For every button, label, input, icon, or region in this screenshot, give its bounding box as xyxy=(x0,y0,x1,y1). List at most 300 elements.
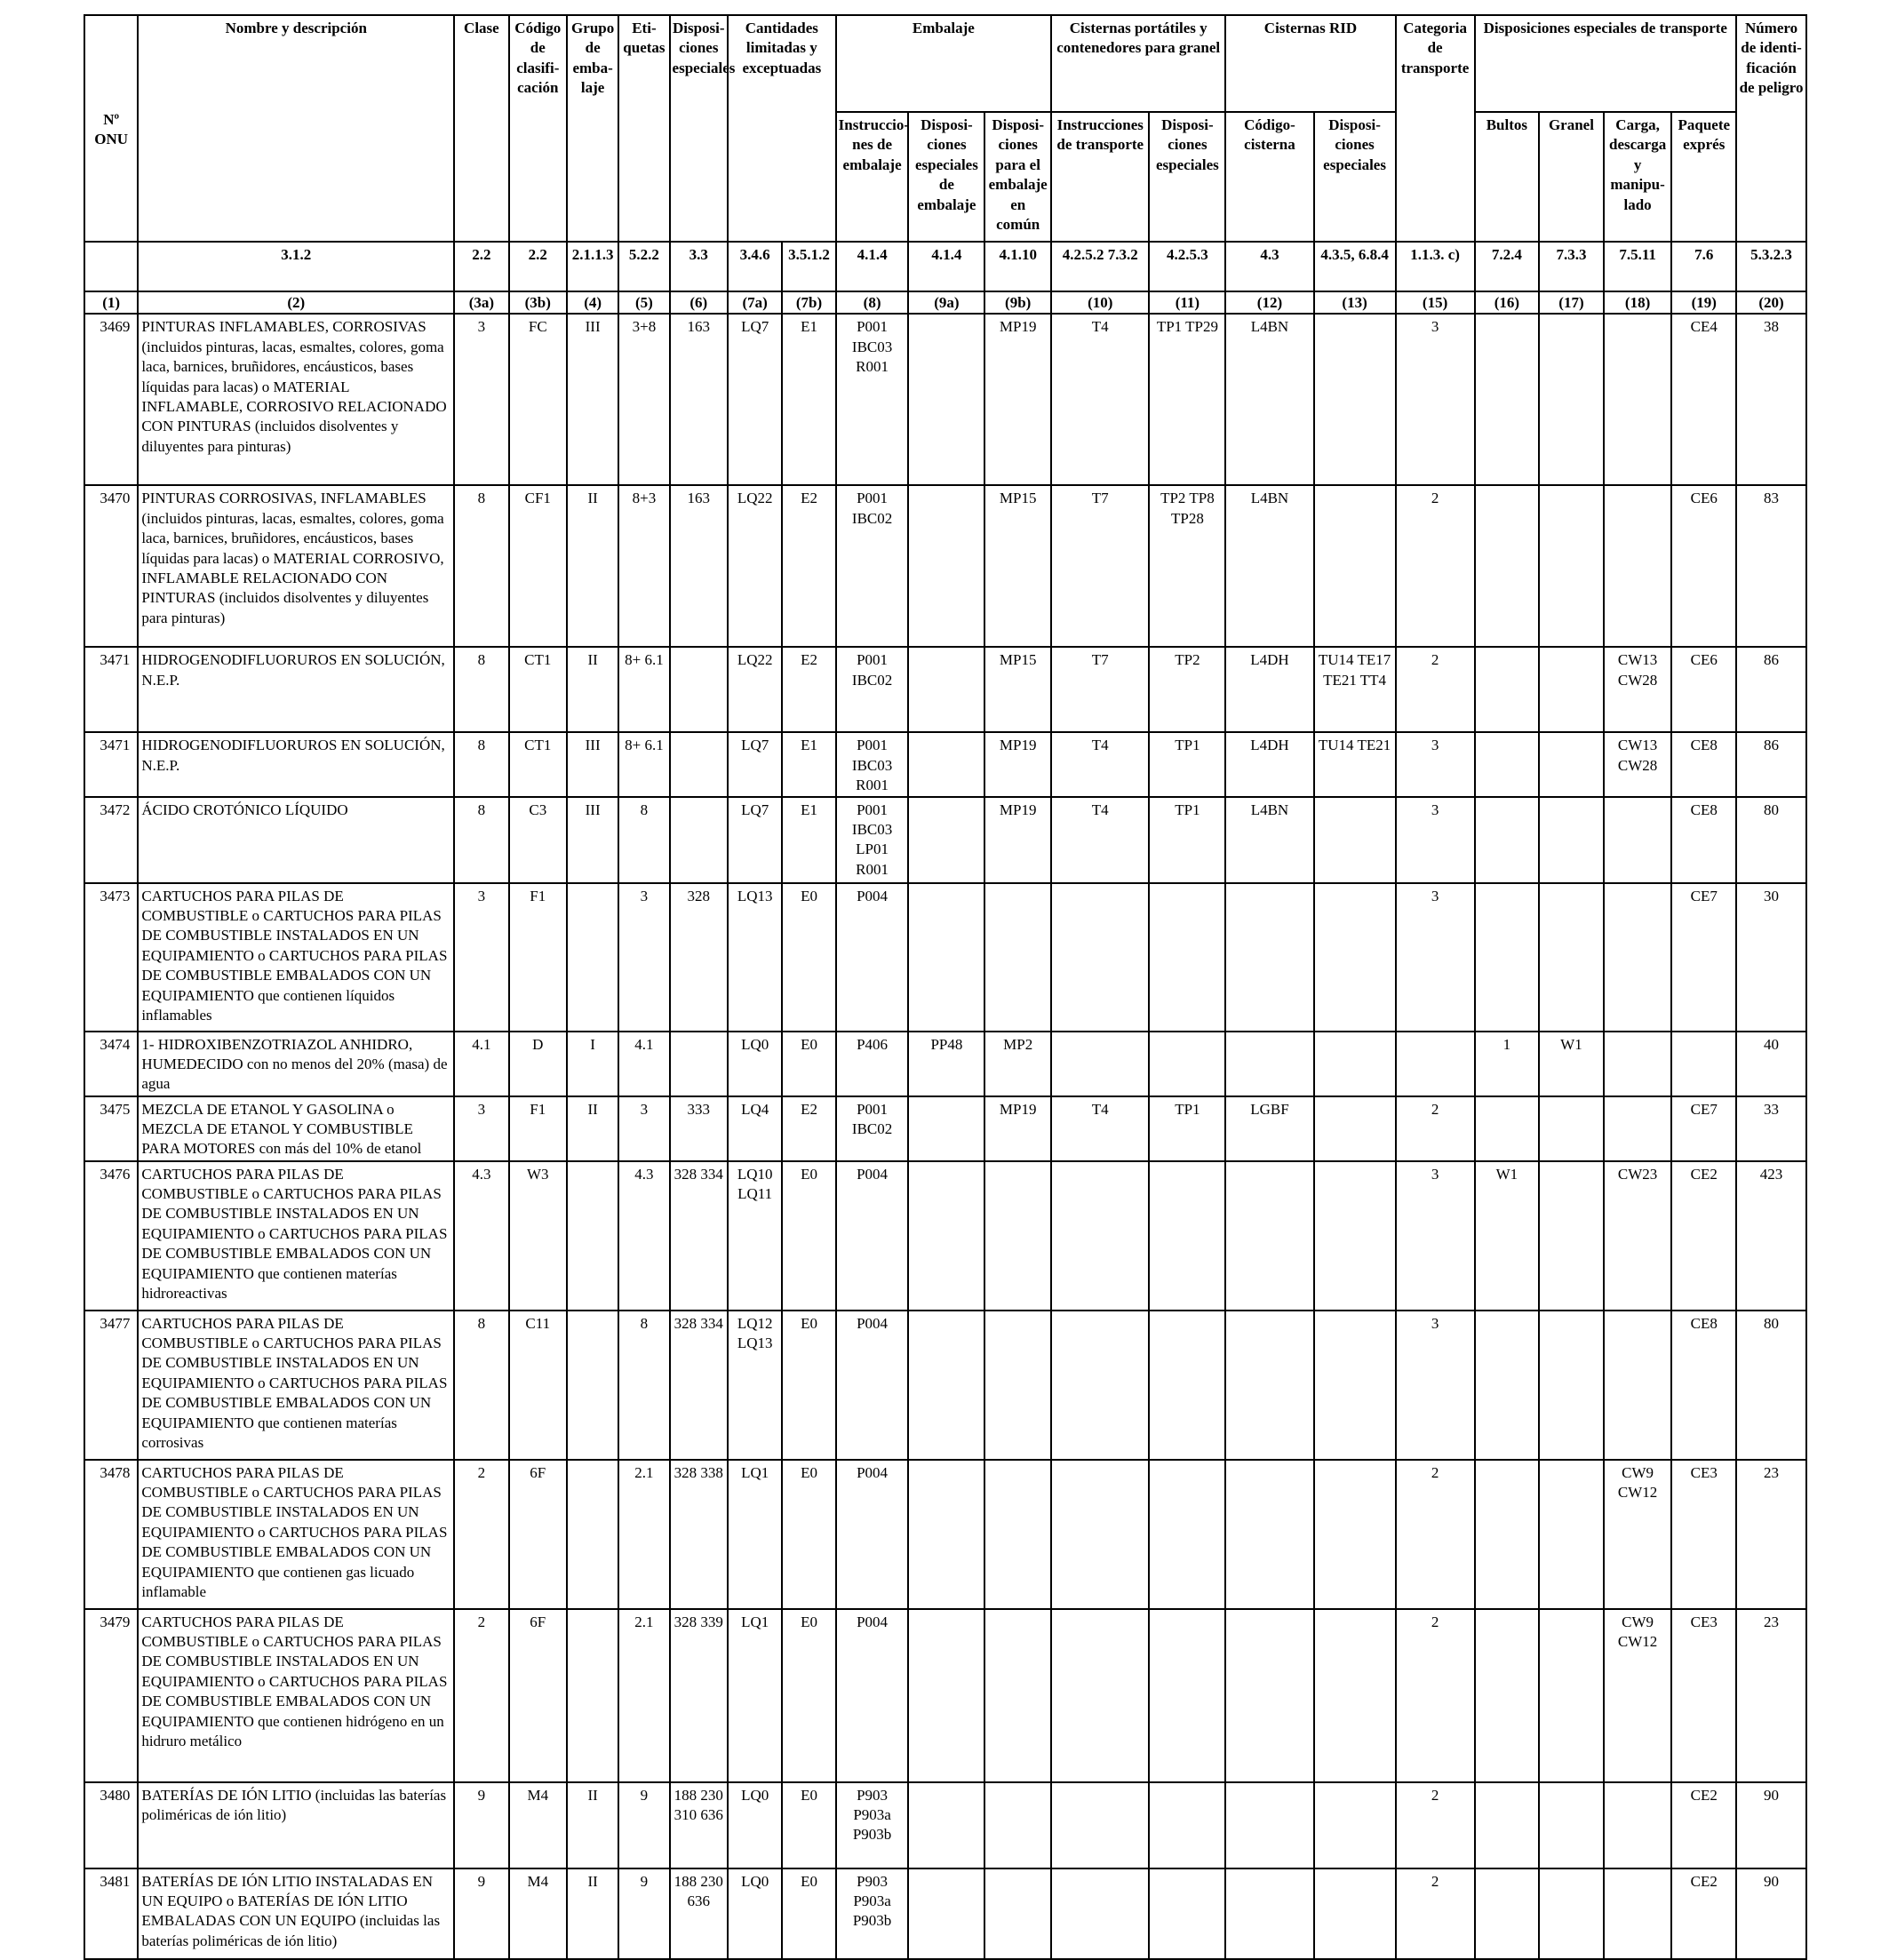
ref-cell: 3.5.1.2 xyxy=(782,242,835,291)
rid-tank-provisions xyxy=(1314,1868,1396,1959)
table-row xyxy=(84,485,1806,647)
bulk-provisions xyxy=(1539,797,1604,883)
packing-instructions: P001 IBC02 xyxy=(836,485,909,647)
express-parcel: CE8 xyxy=(1671,797,1736,883)
header-row-groups xyxy=(84,15,1806,112)
onu-number: 3473 xyxy=(84,883,138,1032)
packing-group: I xyxy=(567,1032,618,1096)
portable-tank-instructions xyxy=(1051,883,1149,1032)
class-cell: 2 xyxy=(454,1460,508,1609)
ref-cell: 3.1.2 xyxy=(138,242,454,291)
tank-code xyxy=(1225,1161,1313,1311)
special-provisions: 328 334 xyxy=(670,1311,728,1460)
bulk-provisions xyxy=(1539,1782,1604,1868)
transport-category: 3 xyxy=(1396,1311,1475,1460)
tank-code xyxy=(1225,1460,1313,1609)
limited-quantity: LQ7 xyxy=(728,732,782,796)
rid-tank-provisions xyxy=(1314,1096,1396,1161)
onu-number: 3477 xyxy=(84,1311,138,1460)
substance-name: PINTURAS CORROSIVAS, INFLAMABLES (incluidos pinturas, lacas, esmaltes, colores, goma laca, barnices, bruñidores, encáusticos, bases líquidas para lacas) o MATERIAL CORROSIVO, INFLAMABLE RELACIONADO CON PINTURAS (incluidos disolventes y diluyentes para pinturas) xyxy=(138,485,454,647)
packing-special-provisions xyxy=(908,647,984,732)
ref-cell: 2.2 xyxy=(454,242,508,291)
express-parcel: CE3 xyxy=(1671,1609,1736,1782)
ref-cell: 3.4.6 xyxy=(728,242,782,291)
packing-instructions: P004 xyxy=(836,1161,909,1311)
column-number: (9a) xyxy=(908,291,984,314)
limited-quantity: LQ12 LQ13 xyxy=(728,1311,782,1460)
table-row xyxy=(84,732,1806,796)
packing-group xyxy=(567,1161,618,1311)
table-row xyxy=(84,883,1806,1032)
column-number: (16) xyxy=(1475,291,1540,314)
packing-special-provisions xyxy=(908,797,984,883)
packing-instructions: P001 IBC02 xyxy=(836,647,909,732)
limited-quantity: LQ22 xyxy=(728,485,782,647)
tank-code: L4BN xyxy=(1225,797,1313,883)
packing-special-provisions xyxy=(908,883,984,1032)
transport-category: 2 xyxy=(1396,1460,1475,1609)
hazard-number: 90 xyxy=(1736,1782,1806,1868)
ref-cell: 2.2 xyxy=(509,242,567,291)
express-parcel xyxy=(1671,1032,1736,1096)
excepted-quantity: E0 xyxy=(782,1460,835,1609)
loading-provisions xyxy=(1604,797,1672,883)
loading-provisions: CW23 xyxy=(1604,1161,1672,1311)
portable-tank-instructions: T7 xyxy=(1051,647,1149,732)
packages-provisions xyxy=(1475,797,1540,883)
loading-provisions xyxy=(1604,485,1672,647)
excepted-quantity: E0 xyxy=(782,1161,835,1311)
packages-provisions xyxy=(1475,1460,1540,1609)
mixed-packing-provisions: MP2 xyxy=(984,1032,1051,1096)
hazard-number: 83 xyxy=(1736,485,1806,647)
excepted-quantity: E1 xyxy=(782,314,835,485)
packages-provisions xyxy=(1475,1096,1540,1161)
portable-tank-instructions: T4 xyxy=(1051,314,1149,485)
table-row xyxy=(84,314,1806,485)
class-cell: 4.3 xyxy=(454,1161,508,1311)
bulk-provisions xyxy=(1539,1460,1604,1609)
portable-tank-instructions: T4 xyxy=(1051,732,1149,796)
portable-tank-provisions xyxy=(1149,1032,1225,1096)
packages-provisions xyxy=(1475,485,1540,647)
express-parcel: CE2 xyxy=(1671,1782,1736,1868)
limited-quantity: LQ0 xyxy=(728,1868,782,1959)
transport-category: 3 xyxy=(1396,797,1475,883)
packing-instructions: P001 IBC03 R001 xyxy=(836,732,909,796)
packing-group: III xyxy=(567,797,618,883)
header-cantidades: Cantidades limitadas y exceptuadas xyxy=(728,15,836,242)
table-row xyxy=(84,1460,1806,1609)
substance-name: PINTURAS INFLAMABLES, CORROSIVAS (incluidos pinturas, lacas, esmaltes, colores, goma laca, barnices, bruñidores, encáusticos, bases líquidas para lacas) o MATERIAL INFLAMABLE, CORROSIVO RELACIONADO CON PINTURAS (incluidos disolventes y diluyentes para pinturas) xyxy=(138,314,454,485)
header-numero-peligro: Número de identi- ficación de peligro xyxy=(1736,15,1806,242)
packing-special-provisions xyxy=(908,1311,984,1460)
transport-category: 2 xyxy=(1396,1868,1475,1959)
tank-code xyxy=(1225,1032,1313,1096)
substance-name: ÁCIDO CROTÓNICO LÍQUIDO xyxy=(138,797,454,883)
header-codigo-clasificacion: Código de clasifi- cación xyxy=(509,15,567,242)
packing-group xyxy=(567,1609,618,1782)
header-clase: Clase xyxy=(454,15,508,242)
packing-instructions: P001 IBC03 R001 xyxy=(836,314,909,485)
portable-tank-provisions xyxy=(1149,1782,1225,1868)
special-provisions: 188 230 310 636 xyxy=(670,1782,728,1868)
class-cell: 3 xyxy=(454,314,508,485)
table-row xyxy=(84,1609,1806,1782)
classification-code: CT1 xyxy=(509,732,567,796)
special-provisions: 163 xyxy=(670,314,728,485)
hazard-number: 23 xyxy=(1736,1460,1806,1609)
loading-provisions: CW9 CW12 xyxy=(1604,1460,1672,1609)
limited-quantity: LQ10 LQ11 xyxy=(728,1161,782,1311)
labels-cell: 3 xyxy=(618,883,669,1032)
packages-provisions: W1 xyxy=(1475,1161,1540,1311)
excepted-quantity: E2 xyxy=(782,1096,835,1161)
header-paquete-expres: Paquete exprés xyxy=(1671,112,1736,242)
portable-tank-provisions xyxy=(1149,1161,1225,1311)
onu-number: 3480 xyxy=(84,1782,138,1868)
excepted-quantity: E0 xyxy=(782,1868,835,1959)
portable-tank-instructions xyxy=(1051,1782,1149,1868)
express-parcel: CE7 xyxy=(1671,1096,1736,1161)
class-cell: 3 xyxy=(454,883,508,1032)
packing-special-provisions xyxy=(908,485,984,647)
rid-tank-provisions xyxy=(1314,1609,1396,1782)
packing-instructions: P903 P903a P903b xyxy=(836,1782,909,1868)
table-body xyxy=(84,314,1806,1958)
ref-cell: 1.1.3. c) xyxy=(1396,242,1475,291)
limited-quantity: LQ7 xyxy=(728,797,782,883)
loading-provisions xyxy=(1604,1782,1672,1868)
column-number: (3a) xyxy=(454,291,508,314)
packages-provisions xyxy=(1475,647,1540,732)
transport-category: 2 xyxy=(1396,647,1475,732)
rid-tank-provisions xyxy=(1314,1460,1396,1609)
mixed-packing-provisions: MP15 xyxy=(984,485,1051,647)
bulk-provisions xyxy=(1539,485,1604,647)
ref-cell: 7.6 xyxy=(1671,242,1736,291)
onu-number: 3475 xyxy=(84,1096,138,1161)
ref-cell: 7.2.4 xyxy=(1475,242,1540,291)
ref-cell: 4.1.4 xyxy=(836,242,909,291)
portable-tank-provisions: TP2 TP8 TP28 xyxy=(1149,485,1225,647)
mixed-packing-provisions: MP15 xyxy=(984,647,1051,732)
header-codigo-cisterna: Código- cisterna xyxy=(1225,112,1313,242)
loading-provisions: CW9 CW12 xyxy=(1604,1609,1672,1782)
ref-cell: 4.3.5, 6.8.4 xyxy=(1314,242,1396,291)
labels-cell: 8+ 6.1 xyxy=(618,647,669,732)
class-cell: 8 xyxy=(454,485,508,647)
column-number: (18) xyxy=(1604,291,1672,314)
labels-cell: 9 xyxy=(618,1782,669,1868)
labels-cell: 8 xyxy=(618,797,669,883)
excepted-quantity: E0 xyxy=(782,1311,835,1460)
column-number: (11) xyxy=(1149,291,1225,314)
column-number: (17) xyxy=(1539,291,1604,314)
packing-special-provisions xyxy=(908,1161,984,1311)
packing-special-provisions xyxy=(908,1609,984,1782)
classification-code: D xyxy=(509,1032,567,1096)
excepted-quantity: E0 xyxy=(782,1609,835,1782)
express-parcel: CE8 xyxy=(1671,1311,1736,1460)
express-parcel: CE2 xyxy=(1671,1161,1736,1311)
hazard-number: 30 xyxy=(1736,883,1806,1032)
table-row xyxy=(84,1311,1806,1460)
bulk-provisions xyxy=(1539,883,1604,1032)
header-cisternas-portatiles: Cisternas portátiles y contenedores para granel xyxy=(1051,15,1225,112)
header-disp-especiales-transporte: Disposiciones especiales de transporte xyxy=(1475,15,1737,112)
table-row xyxy=(84,1782,1806,1868)
packages-provisions xyxy=(1475,883,1540,1032)
column-number: (13) xyxy=(1314,291,1396,314)
labels-cell: 2.1 xyxy=(618,1460,669,1609)
limited-quantity: LQ22 xyxy=(728,647,782,732)
packages-provisions xyxy=(1475,1609,1540,1782)
special-provisions: 328 xyxy=(670,883,728,1032)
portable-tank-instructions xyxy=(1051,1868,1149,1959)
header-name: Nombre y descripción xyxy=(138,15,454,242)
class-cell: 9 xyxy=(454,1782,508,1868)
packing-group: II xyxy=(567,1096,618,1161)
bulk-provisions xyxy=(1539,1868,1604,1959)
hazard-number: 38 xyxy=(1736,314,1806,485)
labels-cell: 8 xyxy=(618,1311,669,1460)
excepted-quantity: E0 xyxy=(782,883,835,1032)
mixed-packing-provisions xyxy=(984,1161,1051,1311)
portable-tank-instructions xyxy=(1051,1460,1149,1609)
express-parcel: CE6 xyxy=(1671,647,1736,732)
excepted-quantity: E1 xyxy=(782,797,835,883)
portable-tank-provisions: TP1 xyxy=(1149,1096,1225,1161)
excepted-quantity: E2 xyxy=(782,485,835,647)
table-row xyxy=(84,1868,1806,1959)
packages-provisions xyxy=(1475,1311,1540,1460)
excepted-quantity: E0 xyxy=(782,1032,835,1096)
substance-name: CARTUCHOS PARA PILAS DE COMBUSTIBLE o CARTUCHOS PARA PILAS DE COMBUSTIBLE INSTALADOS EN UN EQUIPAMIENTO o CARTUCHOS PARA PILAS DE COMBUSTIBLE EMBALADOS CON UN EQUIPAMIENTO que contienen materías corrosivas xyxy=(138,1311,454,1460)
mixed-packing-provisions xyxy=(984,1460,1051,1609)
column-number-row xyxy=(84,291,1806,314)
packing-special-provisions xyxy=(908,732,984,796)
classification-code: F1 xyxy=(509,883,567,1032)
substance-name: CARTUCHOS PARA PILAS DE COMBUSTIBLE o CARTUCHOS PARA PILAS DE COMBUSTIBLE INSTALADOS EN UN EQUIPAMIENTO o CARTUCHOS PARA PILAS DE COMBUSTIBLE EMBALADOS CON UN EQUIPAMIENTO que contienen líquidos inflamables xyxy=(138,883,454,1032)
portable-tank-provisions: TP1 xyxy=(1149,732,1225,796)
mixed-packing-provisions xyxy=(984,1868,1051,1959)
rid-tank-provisions xyxy=(1314,797,1396,883)
classification-code: 6F xyxy=(509,1460,567,1609)
onu-number: 3474 xyxy=(84,1032,138,1096)
mixed-packing-provisions xyxy=(984,883,1051,1032)
column-number: (5) xyxy=(618,291,669,314)
labels-cell: 8+ 6.1 xyxy=(618,732,669,796)
special-provisions xyxy=(670,797,728,883)
labels-cell: 3 xyxy=(618,1096,669,1161)
packing-instructions: P001 IBC02 xyxy=(836,1096,909,1161)
portable-tank-instructions xyxy=(1051,1311,1149,1460)
labels-cell: 4.1 xyxy=(618,1032,669,1096)
column-number: (10) xyxy=(1051,291,1149,314)
transport-category: 2 xyxy=(1396,1609,1475,1782)
ref-cell: 4.1.10 xyxy=(984,242,1051,291)
header-cp-disp-especiales: Disposi- ciones especiales xyxy=(1149,112,1225,242)
bulk-provisions xyxy=(1539,1096,1604,1161)
packages-provisions: 1 xyxy=(1475,1032,1540,1096)
classification-code: 6F xyxy=(509,1609,567,1782)
special-provisions: 328 338 xyxy=(670,1460,728,1609)
portable-tank-provisions xyxy=(1149,883,1225,1032)
class-cell: 2 xyxy=(454,1609,508,1782)
portable-tank-instructions xyxy=(1051,1032,1149,1096)
portable-tank-provisions xyxy=(1149,1311,1225,1460)
substance-name: BATERÍAS DE IÓN LITIO (incluidas las baterías poliméricas de ión litio) xyxy=(138,1782,454,1868)
table-row xyxy=(84,797,1806,883)
class-cell: 8 xyxy=(454,647,508,732)
tank-code: L4DH xyxy=(1225,647,1313,732)
class-cell: 8 xyxy=(454,1311,508,1460)
bulk-provisions: W1 xyxy=(1539,1032,1604,1096)
tank-code: L4BN xyxy=(1225,314,1313,485)
loading-provisions xyxy=(1604,1311,1672,1460)
rid-tank-provisions xyxy=(1314,1032,1396,1096)
classification-code: CT1 xyxy=(509,647,567,732)
bulk-provisions xyxy=(1539,647,1604,732)
loading-provisions: CW13 CW28 xyxy=(1604,732,1672,796)
packing-group: II xyxy=(567,647,618,732)
packing-special-provisions xyxy=(908,1096,984,1161)
header-cisternas-rid: Cisternas RID xyxy=(1225,15,1395,112)
special-provisions xyxy=(670,732,728,796)
class-cell: 3 xyxy=(454,1096,508,1161)
ref-cell: 2.1.1.3 xyxy=(567,242,618,291)
rid-tank-provisions: TU14 TE21 xyxy=(1314,732,1396,796)
substance-name: MEZCLA DE ETANOL Y GASOLINA o MEZCLA DE ETANOL Y COMBUSTIBLE PARA MOTORES con más del 10% de etanol xyxy=(138,1096,454,1161)
onu-number: 3471 xyxy=(84,732,138,796)
header-etiquetas: Eti- quetas xyxy=(618,15,669,242)
column-number: (7a) xyxy=(728,291,782,314)
packing-special-provisions: PP48 xyxy=(908,1032,984,1096)
onu-number: 3476 xyxy=(84,1161,138,1311)
class-cell: 9 xyxy=(454,1868,508,1959)
limited-quantity: LQ0 xyxy=(728,1032,782,1096)
header-onu: Nº ONU xyxy=(84,15,138,242)
mixed-packing-provisions xyxy=(984,1782,1051,1868)
transport-category xyxy=(1396,1032,1475,1096)
packing-group: II xyxy=(567,485,618,647)
table-row xyxy=(84,1096,1806,1161)
dangerous-goods-table xyxy=(84,14,1807,1960)
express-parcel: CE2 xyxy=(1671,1868,1736,1959)
express-parcel: CE7 xyxy=(1671,883,1736,1032)
special-provisions: 333 xyxy=(670,1096,728,1161)
mixed-packing-provisions xyxy=(984,1311,1051,1460)
transport-category: 2 xyxy=(1396,1096,1475,1161)
express-parcel: CE4 xyxy=(1671,314,1736,485)
hazard-number: 86 xyxy=(1736,732,1806,796)
rid-tank-provisions: TU14 TE17 TE21 TT4 xyxy=(1314,647,1396,732)
packing-instructions: P004 xyxy=(836,1460,909,1609)
limited-quantity: LQ7 xyxy=(728,314,782,485)
excepted-quantity: E0 xyxy=(782,1782,835,1868)
ref-cell: 4.2.5.3 xyxy=(1149,242,1225,291)
classification-code: F1 xyxy=(509,1096,567,1161)
header-categoria-transporte: Categoria de transporte xyxy=(1396,15,1475,242)
header-disp-especiales-embalaje: Disposi- ciones especiales de embalaje xyxy=(908,112,984,242)
column-number: (19) xyxy=(1671,291,1736,314)
portable-tank-provisions: TP1 TP29 xyxy=(1149,314,1225,485)
packing-group xyxy=(567,1311,618,1460)
packing-instructions: P004 xyxy=(836,883,909,1032)
loading-provisions xyxy=(1604,883,1672,1032)
onu-number: 3471 xyxy=(84,647,138,732)
column-number: (1) xyxy=(84,291,138,314)
header-disposiciones-especiales: Disposi- ciones especiales xyxy=(670,15,728,242)
reference-row xyxy=(84,242,1806,291)
portable-tank-instructions xyxy=(1051,1161,1149,1311)
packing-group: II xyxy=(567,1868,618,1959)
ref-cell: 5.2.2 xyxy=(618,242,669,291)
labels-cell: 2.1 xyxy=(618,1609,669,1782)
ref-cell: 4.3 xyxy=(1225,242,1313,291)
hazard-number: 80 xyxy=(1736,797,1806,883)
loading-provisions xyxy=(1604,1032,1672,1096)
limited-quantity: LQ0 xyxy=(728,1782,782,1868)
labels-cell: 3+8 xyxy=(618,314,669,485)
rid-tank-provisions xyxy=(1314,883,1396,1032)
hazard-number: 90 xyxy=(1736,1868,1806,1959)
packing-instructions: P903 P903a P903b xyxy=(836,1868,909,1959)
substance-name: 1- HIDROXIBENZOTRIAZOL ANHIDRO, HUMEDECIDO con no menos del 20% (masa) de agua xyxy=(138,1032,454,1096)
mixed-packing-provisions: MP19 xyxy=(984,314,1051,485)
hazard-number: 40 xyxy=(1736,1032,1806,1096)
rid-tank-provisions xyxy=(1314,1782,1396,1868)
hazard-number: 33 xyxy=(1736,1096,1806,1161)
substance-name: CARTUCHOS PARA PILAS DE COMBUSTIBLE o CARTUCHOS PARA PILAS DE COMBUSTIBLE INSTALADOS EN UN EQUIPAMIENTO o CARTUCHOS PARA PILAS DE COMBUSTIBLE EMBALADOS CON UN EQUIPAMIENTO que contienen materías hidroreactivas xyxy=(138,1161,454,1311)
express-parcel: CE6 xyxy=(1671,485,1736,647)
substance-name: CARTUCHOS PARA PILAS DE COMBUSTIBLE o CARTUCHOS PARA PILAS DE COMBUSTIBLE INSTALADOS EN UN EQUIPAMIENTO o CARTUCHOS PARA PILAS DE COMBUSTIBLE EMBALADOS CON UN EQUIPAMIENTO que contienen hidrógeno en un hidruro metálico xyxy=(138,1609,454,1782)
class-cell: 4.1 xyxy=(454,1032,508,1096)
dangerous-goods-table-page xyxy=(84,14,1807,1960)
portable-tank-instructions xyxy=(1051,1609,1149,1782)
rid-tank-provisions xyxy=(1314,314,1396,485)
classification-code: C11 xyxy=(509,1311,567,1460)
substance-name: BATERÍAS DE IÓN LITIO INSTALADAS EN UN EQUIPO o BATERÍAS DE IÓN LITIO EMBALADAS CON UN EQUIPO (incluidas las baterías poliméricas de ión litio) xyxy=(138,1868,454,1959)
hazard-number: 80 xyxy=(1736,1311,1806,1460)
loading-provisions: CW13 CW28 xyxy=(1604,647,1672,732)
packing-group xyxy=(567,1460,618,1609)
labels-cell: 4.3 xyxy=(618,1161,669,1311)
header-granel: Granel xyxy=(1539,112,1604,242)
special-provisions: 328 339 xyxy=(670,1609,728,1782)
header-carga-descarga: Carga, descarga y manipu- lado xyxy=(1604,112,1672,242)
column-number: (2) xyxy=(138,291,454,314)
ref-cell: 3.3 xyxy=(670,242,728,291)
hazard-number: 23 xyxy=(1736,1609,1806,1782)
tank-code xyxy=(1225,1868,1313,1959)
onu-number: 3472 xyxy=(84,797,138,883)
packing-special-provisions xyxy=(908,314,984,485)
special-provisions: 163 xyxy=(670,485,728,647)
transport-category: 3 xyxy=(1396,314,1475,485)
labels-cell: 8+3 xyxy=(618,485,669,647)
packing-instructions: P004 xyxy=(836,1311,909,1460)
excepted-quantity: E1 xyxy=(782,732,835,796)
limited-quantity: LQ1 xyxy=(728,1460,782,1609)
column-number: (7b) xyxy=(782,291,835,314)
hazard-number: 86 xyxy=(1736,647,1806,732)
onu-number: 3470 xyxy=(84,485,138,647)
class-cell: 8 xyxy=(454,797,508,883)
header-instrucciones-transporte: Instrucciones de transporte xyxy=(1051,112,1149,242)
classification-code: C3 xyxy=(509,797,567,883)
